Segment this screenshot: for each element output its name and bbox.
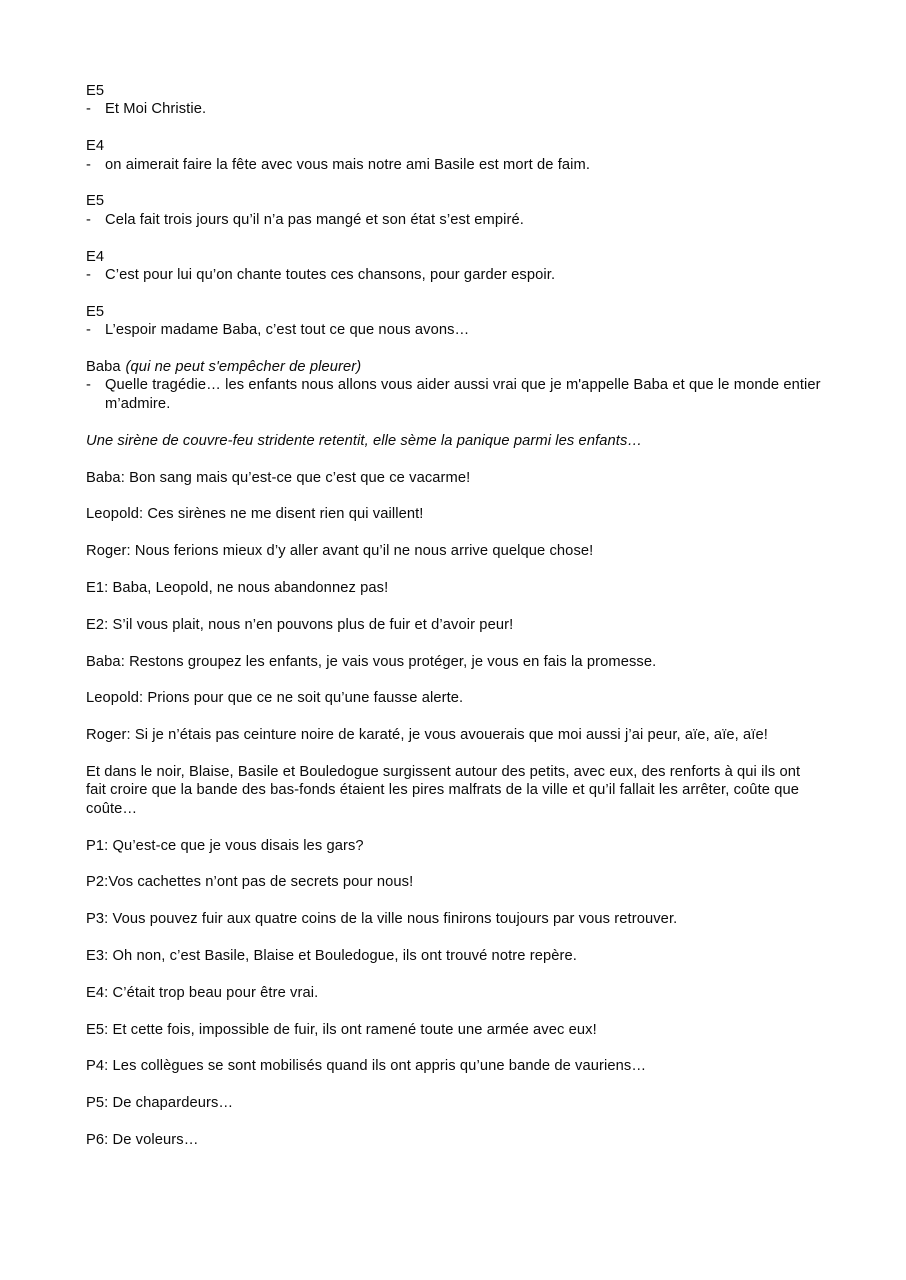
script-line: P5: De chapardeurs… xyxy=(86,1095,234,1112)
dialogue-text: Et Moi Christie. xyxy=(105,101,207,118)
dialogue-dash: - xyxy=(86,267,91,284)
dialogue-line xyxy=(86,100,823,118)
script-line: Baba: Restons groupez les enfants, je vais vous protéger, je vous en fais la promesse. xyxy=(86,653,657,670)
stage-direction: Une sirène de couvre-feu stridente retentit, elle sème la panique parmi les enfants… xyxy=(86,432,643,449)
dialogue-dash: - xyxy=(86,211,91,228)
cue-block xyxy=(86,137,823,174)
dialogue-dash: - xyxy=(86,156,91,173)
script-line: P2:Vos cachettes n’ont pas de secrets pour nous! xyxy=(86,874,414,891)
dialogue-line xyxy=(86,321,823,339)
cue-block xyxy=(86,358,823,413)
script-line: P3: Vous pouvez fuir aux quatre coins de la ville nous finirons toujours par vous retrouver. xyxy=(86,911,678,928)
script-line: E5: Et cette fois, impossible de fuir, ils ont ramené toute une armée avec eux! xyxy=(86,1021,597,1038)
dialogue-line xyxy=(86,266,823,284)
speaker-parenthetical: (qui ne peut s'empêcher de pleurer) xyxy=(125,359,362,376)
script-line: Leopold: Ces sirènes ne me disent rien qui vaillent! xyxy=(86,506,424,523)
script-line: E1: Baba, Leopold, ne nous abandonnez pas! xyxy=(86,580,389,597)
speaker-label: E5 xyxy=(86,83,105,99)
speaker-label: E5 xyxy=(86,303,105,320)
cue-block xyxy=(86,192,823,229)
script-line: P4: Les collègues se sont mobilisés quand ils ont appris qu’une bande de vauriens… xyxy=(86,1058,647,1075)
script-line: Baba: Bon sang mais qu’est-ce que c’est que ce vacarme! xyxy=(86,469,471,486)
dialogue-text: Cela fait trois jours qu’il n’a pas mangé et son état s’est empiré. xyxy=(105,211,524,228)
speaker-name: Baba xyxy=(86,359,121,376)
script-line: Leopold: Prions pour que ce ne soit qu’une fausse alerte. xyxy=(86,690,464,707)
dialogue-line xyxy=(86,156,823,174)
dialogue-text: L’espoir madame Baba, c’est tout ce que nous avons… xyxy=(105,322,470,339)
script-line: Roger: Nous ferions mieux d’y aller avant qu’il ne nous arrive quelque chose! xyxy=(86,543,594,560)
script-text-block xyxy=(86,82,823,1168)
dialogue-line xyxy=(86,211,823,229)
script-line: P1: Qu’est-ce que je vous disais les gars? xyxy=(86,837,364,854)
narration-paragraph: Et dans le noir, Blaise, Basile et Bouledogue surgissent autour des petits, avec eux, des renforts à qui ils ont fait croire que la bande des bas-fonds étaient les pires malfrats de la ville et qu’il fallait les arrêter, coûte que coûte… xyxy=(86,764,801,817)
dialogue-dash: - xyxy=(86,377,91,394)
cue-block xyxy=(86,248,823,285)
script-line: E2: S’il vous plait, nous n’en pouvons plus de fuir et d’avoir peur! xyxy=(86,616,514,633)
script-line: E3: Oh non, c’est Basile, Blaise et Bouledogue, ils ont trouvé notre repère. xyxy=(86,948,577,964)
dialogue-line xyxy=(86,376,823,413)
speaker-label: E4 xyxy=(86,138,105,155)
speaker-label: E5 xyxy=(86,193,105,210)
speaker-label: E4 xyxy=(86,248,105,265)
dialogue-text: on aimerait faire la fête avec vous mais notre ami Basile est mort de faim. xyxy=(105,156,591,173)
script-line: E4: C’était trop beau pour être vrai. xyxy=(86,984,319,1001)
speaker-label xyxy=(86,358,823,376)
dialogue-dash: - xyxy=(86,322,91,339)
cue-block xyxy=(86,303,823,340)
script-line: Roger: Si je n’étais pas ceinture noire de karaté, je vous avouerais que moi aussi j’ai peur, aïe, aïe, aïe! xyxy=(86,727,768,744)
cue-block xyxy=(86,82,823,119)
script-line: P6: De voleurs… xyxy=(86,1131,199,1148)
dialogue-text: Quelle tragédie… les enfants nous allons vous aider aussi vrai que je m'appelle Baba et que le monde entier m’admire. xyxy=(105,377,821,412)
dialogue-dash: - xyxy=(86,101,91,118)
dialogue-text: C’est pour lui qu’on chante toutes ces chansons, pour garder espoir. xyxy=(105,267,556,284)
